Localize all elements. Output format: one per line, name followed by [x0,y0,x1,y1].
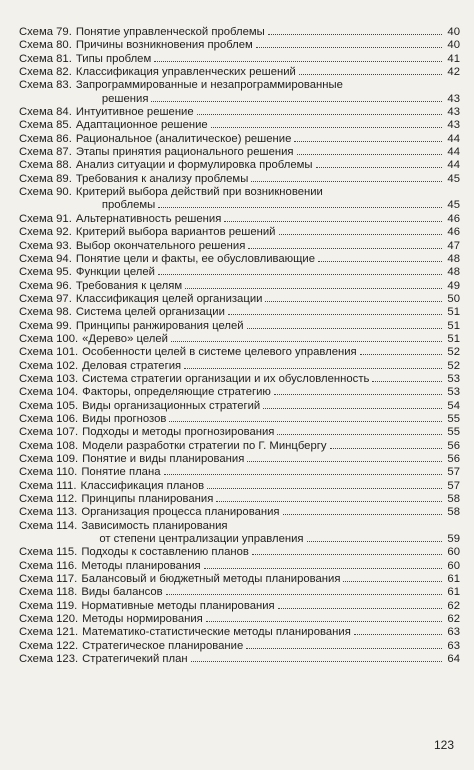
toc-entry [19,626,460,639]
toc-entry [19,226,460,239]
entry-page: 59 [447,533,460,546]
toc-entry [19,306,460,319]
dot-leader [151,101,442,102]
entry-page: 63 [447,626,460,639]
entry-title: Система целей организации [75,306,225,319]
entry-title: «Дерево» целей [82,332,168,345]
dot-leader [184,368,442,369]
scheme-number: Схема 121. [19,626,79,639]
entry-title: Требования к анализу проблемы [75,172,249,185]
entry-page: 53 [447,386,460,399]
toc-entry [19,640,460,653]
entry-title: Зависимость планирования [81,519,228,532]
scheme-number: Схема 109. [19,453,79,465]
entry-page: 55 [447,412,460,425]
entry-title: Понятие цели и факты, ее обусловливающие [75,252,316,265]
scheme-number: Схема 117. [19,573,78,586]
toc-entry [19,653,460,666]
scheme-number: Схема 84. [19,106,72,119]
toc-entry [19,133,460,146]
dot-leader [297,154,442,155]
dot-leader [216,501,442,502]
dot-leader [268,34,442,35]
dot-leader [360,354,442,355]
toc-entry [19,146,460,159]
entry-title-continuation-line [76,199,460,212]
scheme-number: Схема 120. [19,613,79,626]
scheme-number: Схема 95. [19,266,72,279]
entry-page: 64 [447,653,460,666]
entry-title: Подходы и методы прогнозирования [82,426,275,439]
scheme-number: Схема 90. [19,186,72,199]
dot-leader [330,448,442,449]
scheme-number: Схема 115. [19,546,78,559]
entry-title: Виды балансов [81,586,163,599]
dot-leader [256,47,442,48]
toc-entry [19,66,460,79]
entry-title: Виды организационных стратегий [82,399,261,412]
entry-title: Выбор окончательного решения [75,239,246,252]
toc-entry [19,266,460,279]
toc-entry [19,546,460,559]
toc-entry [19,453,460,466]
scheme-number: Схема 104. [19,386,79,399]
dot-leader [185,288,442,289]
dot-leader [278,608,442,609]
scheme-number: Схема 91. [19,212,72,225]
dot-leader [277,434,442,435]
dot-leader [164,474,443,475]
dot-leader [318,261,442,262]
entry-title: Система стратегии организации и их обусловленность [82,372,370,385]
dot-leader [154,61,442,62]
entry-title: Критерий выбора действий при возникновении [75,186,323,199]
scheme-number: Схема 113. [19,506,78,519]
entry-title: Балансовый и бюджетный методы планирования [81,573,341,586]
entry-title: Нормативные методы планирования [81,599,275,612]
dot-leader [191,661,442,662]
dot-leader [211,127,442,128]
toc-entry [19,186,460,213]
entry-title-continuation-line [76,93,460,106]
dot-leader [207,488,442,489]
toc-entry [19,106,460,119]
scheme-number: Схема 92. [19,226,72,239]
toc-entry [19,573,460,586]
entry-page: 48 [447,266,460,279]
scheme-number: Схема 101. [19,346,79,359]
dot-leader [343,581,442,582]
entry-title: Виды прогнозов [82,412,167,425]
scheme-number: Схема 88. [19,159,72,172]
entry-title: Деловая стратегия [82,359,182,372]
scheme-number: Схема 105. [19,399,79,412]
toc-entry [19,480,460,493]
entry-page: 42 [447,66,460,79]
entry-page: 45 [447,172,460,185]
entry-page: 40 [447,39,460,52]
entry-title: Стратегичекий план [82,653,188,666]
entry-title: Принципы ранжирования целей [75,319,244,332]
entry-title: Классификация управленческих решений [75,66,296,79]
entry-page: 51 [447,319,460,332]
entry-page: 54 [447,399,460,412]
entry-title-continuation-line [81,533,460,546]
entry-title: Классификация планов [80,479,205,492]
scheme-number: Схема 82. [19,66,72,79]
toc-entry [19,26,460,39]
toc-entry [19,400,460,413]
dot-leader [354,634,442,635]
scheme-number: Схема 103. [19,372,79,385]
scheme-number: Схема 83. [19,79,72,92]
entry-page: 44 [447,159,460,172]
entry-title: Понятие управленческой проблемы [75,26,265,38]
toc-entry [19,320,460,333]
toc-entry [19,213,460,226]
entry-page: 58 [447,493,460,506]
scheme-number: Схема 97. [19,292,72,305]
entry-title: Методы планирования [81,559,201,572]
toc-entry [19,466,460,479]
entry-page: 60 [447,559,460,572]
scheme-number: Схема 116. [19,559,78,572]
entry-title: Адаптационное решение [75,119,208,132]
entry-page: 62 [447,599,460,612]
toc-entry [19,440,460,453]
scheme-number: Схема 99. [19,319,72,332]
entry-title-continuation: от степени централизации управления [99,533,304,546]
entry-title: Интуитивное решение [75,106,194,119]
toc-entry [19,173,460,186]
toc-entry [19,293,460,306]
entry-page: 61 [447,586,460,599]
entry-title-continuation: проблемы [101,199,156,212]
dot-leader [307,541,442,542]
scheme-number: Схема 85. [19,119,72,132]
entry-title: Организация процесса планирования [81,506,280,519]
toc-entry [19,493,460,506]
dot-leader [169,421,442,422]
entry-page: 57 [447,466,460,479]
dot-leader [158,207,442,208]
entry-page: 51 [447,306,460,319]
dot-leader [294,141,442,142]
entry-page: 58 [447,506,460,519]
toc-entry [19,53,460,66]
dot-leader [279,234,443,235]
toc-entry [19,520,460,547]
dot-leader [372,381,442,382]
scheme-number: Схема 94. [19,252,72,265]
dot-leader [197,114,442,115]
toc-entry [19,413,460,426]
entry-page: 48 [447,252,460,265]
scheme-number: Схема 110. [19,466,78,479]
dot-leader [247,328,442,329]
entry-page: 49 [447,279,460,292]
scheme-number: Схема 86. [19,132,72,145]
entry-page: 51 [447,332,460,345]
toc-entry [19,586,460,599]
entry-title: Причины возникновения проблем [75,39,253,52]
dot-leader [251,181,442,182]
entry-title: Анализ ситуации и формулировка проблемы [75,159,313,172]
entry-title: Классификация целей организации [75,292,263,305]
dot-leader [274,394,442,395]
scheme-number: Схема 98. [19,306,72,319]
dot-leader [204,568,442,569]
toc-entry [19,600,460,613]
scheme-number: Схема 112. [19,493,78,506]
dot-leader [252,554,442,555]
entry-page: 44 [447,146,460,159]
page-number: 123 [433,738,454,752]
scheme-number: Схема 96. [19,279,72,292]
scheme-number: Схема 79. [19,26,72,38]
scheme-number: Схема 107. [19,426,79,439]
entry-title: Функции целей [75,266,155,279]
entry-title: Модели разработки стратегии по Г. Минцбергу [82,439,327,452]
dot-leader [263,408,442,409]
entry-title: Этапы принятия рационального решения [75,146,294,159]
entry-title: Требования к целям [75,279,183,292]
entry-title: Понятие и виды планирования [82,453,245,465]
entry-page: 56 [447,453,460,465]
entry-page: 47 [447,239,460,252]
toc-entry [19,240,460,253]
entry-title-continuation: решения [101,92,149,105]
entry-title: Стратегическое планирование [82,639,244,652]
scheme-number: Схема 81. [19,52,72,65]
toc-entry [19,79,460,106]
entry-title: Факторы, определяющие стратегию [82,386,271,399]
scheme-number: Схема 106. [19,412,79,425]
entry-page: 41 [447,52,460,65]
entry-page: 40 [447,26,460,38]
dot-leader [171,341,442,342]
entry-page: 43 [447,92,460,105]
entry-title: Понятие плана [81,466,161,479]
dot-leader [316,167,442,168]
scheme-number: Схема 100. [19,332,79,345]
scheme-number: Схема 87. [19,146,72,159]
entry-page: 44 [447,132,460,145]
toc-entry [19,333,460,346]
entry-title: Критерий выбора вариантов решений [75,226,276,239]
toc-entry [19,360,460,373]
entry-page: 56 [447,439,460,452]
scheme-number: Схема 80. [19,39,72,52]
entry-title: Особенности целей в системе целевого управления [82,346,357,359]
entry-page: 46 [447,212,460,225]
entry-page: 55 [447,426,460,439]
entry-page: 61 [447,573,460,586]
entry-title: Математико-статистические методы планирования [82,626,351,639]
dot-leader [224,221,442,222]
toc-entry [19,613,460,626]
dot-leader [246,648,442,649]
toc-entry [19,253,460,266]
entry-title: Запрограммированные и незапрограммированные [75,79,343,92]
entry-page: 53 [447,372,460,385]
scheme-number: Схема 114. [19,519,78,532]
dot-leader [283,514,442,515]
entry-page: 45 [447,199,460,212]
entry-page: 46 [447,226,460,239]
scheme-number: Схема 108. [19,439,79,452]
entry-page: 52 [447,359,460,372]
toc-entry [19,280,460,293]
entry-page: 63 [447,639,460,652]
entry-title: Принципы планирования [81,493,214,506]
toc-entry [19,373,460,386]
entry-page: 43 [447,106,460,119]
toc-entry [19,39,460,52]
dot-leader [158,274,442,275]
scheme-number: Схема 111. [19,479,77,492]
dot-leader [248,248,442,249]
toc-entry [19,426,460,439]
entry-page: 52 [447,346,460,359]
dot-leader [228,314,442,315]
scheme-number: Схема 118. [19,586,78,599]
toc-entry [19,159,460,172]
dot-leader [247,461,442,462]
toc-entry [19,506,460,519]
toc-entry [19,346,460,359]
toc-entry [19,560,460,573]
dot-leader [206,621,442,622]
toc-entry [19,119,460,132]
scheme-number: Схема 89. [19,172,72,185]
scheme-number: Схема 123. [19,653,79,666]
entry-page: 62 [447,613,460,626]
entry-title: Альтернативность решения [75,212,222,225]
dot-leader [299,74,442,75]
entry-title: Рациональное (аналитическое) решение [75,132,292,145]
toc-entry [19,386,460,399]
entry-title: Методы нормирования [82,613,203,626]
entry-page: 43 [447,119,460,132]
table-of-contents [19,26,460,667]
dot-leader [265,301,442,302]
scheme-number: Схема 122. [19,639,79,652]
scheme-number: Схема 102. [19,359,79,372]
entry-title-block [81,520,460,547]
entry-page: 60 [447,546,460,559]
scheme-number: Схема 119. [19,599,78,612]
entry-page: 50 [447,292,460,305]
dot-leader [166,594,442,595]
entry-title: Типы проблем [75,52,152,65]
entry-title-block [76,186,460,213]
entry-title-block [76,79,460,106]
scheme-number: Схема 93. [19,239,72,252]
entry-page: 57 [447,479,460,492]
entry-title: Подходы к составлению планов [81,546,249,559]
